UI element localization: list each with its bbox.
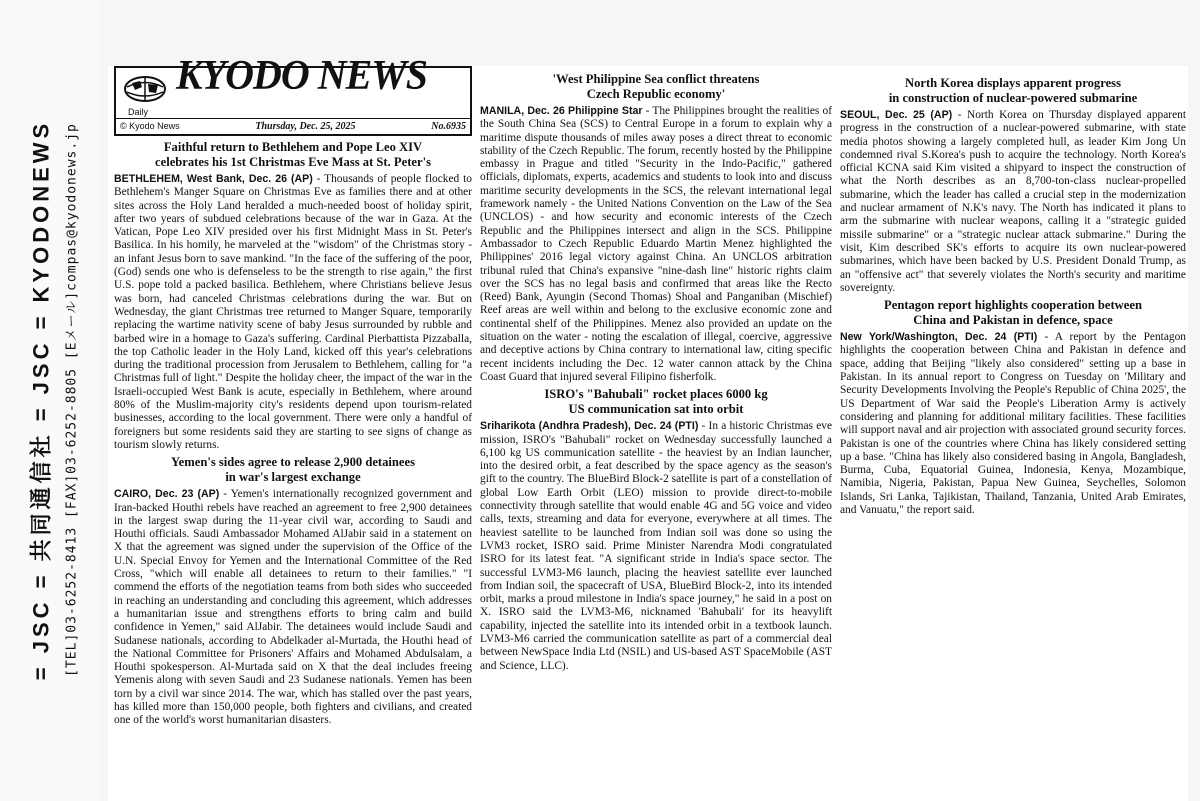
article-body: CAIRO, Dec. 23 (AP) - Yemen's internationally recognized government and Iran-backed Houthi rebels have reached an agreement to free 2,900 detainees in the largest swap during the 11-year civil war, according to Saudi and Houthi officials. Saudi Ambassador Mohamed AlJabir said in a statement on X that the agreement was signed under the supervision of the Office of the U.N. Special Envoy for Yemen and the International Committee of the Red Cross, "which will enable all detainees to return to their families." "I commend the efforts of the negotiation teams from both sides who succeeded in reaching an understanding and concluding this agreement, which addresses a humanitarian issue and strengthens efforts to bring calm and build confidence in Yemen," said AlJabir. The detainees would include Saudi and Sudanese nationals, according to Abdelkader al-Murtada, the Houthi head of the National Committee for Prisoners' Affairs and Mohamed Abdulsalam, a Houthi spokesperson. Al-Murtada said on X that the deal includes freeing Yemenis along with seven Saudi and 23 Sudanese nationals. Yemen has been torn by a civil war since 2014. The war, which has stalled over the past years, has killed more than 150,000 people, both fighters and civilians, and created one of the world's worst humanitarian disasters. — [114, 488, 472, 727]
daily-label: Daily — [128, 107, 149, 117]
fax-header-main: = JSC = 共同通信社 = JSC = KYODONEWS — [28, 119, 54, 681]
article-body: SEOUL, Dec. 25 (AP) - North Korea on Thursday displayed apparent progress in the construction of a nuclear-powered submarine, with state media photos showing a largely completed hull, as leader Kim Jong Un condemned rival S.Korea's push to acquire the technology. North Korea's official KCNA said Kim visited a shipyard to inspect the construction of what the North describes as an 8,700-ton-class nuclear-propelled submarine, which the leader has called a crucial step in the modernization and nuclear armament of N.K's navy. The North has indicated it plans to arm the submarine with nuclear weapons, calling it a "strategic guided missile submarine" or a "strategic nuclear attack submarine." During the visit, Kim described SK's efforts to acquire its own nuclear-powered submarines, which have been backed by U.S. President Donald Trump, as an "offensive act" that severely violates the North's security and maritime sovereignty. — [840, 109, 1187, 294]
newspaper-page — [108, 53, 1188, 801]
article-body: MANILA, Dec. 26 Philippine Star - The Philippines brought the realities of the South China Sea (SCS) to Central Europe in a forum to explain why a maritime dispute thousands of miles away poses a direct threat to economic stability of the Czech Republic. The forum, recently hosted by the Philippine embassy in Prague and titled "Security in the Indo-Pacific," gathered officials, diplomats, experts, academics and students to look into and discuss maritime security developments in the SCS, the relevant international legal framework namely - the United Nations Convention on the Law of the Sea (UNCLOS) - and how security and economic interests of the Czech Republic and the Philippines intersect and align in the SCS. Philippine Ambassador to Czech Republic Eduardo Martin Menez highlighted the Philippines' 2016 legal victory against China. An UNCLOS arbitration tribunal ruled that China's expansive "nine-dash line" historic rights claim over the SCS has no legal basis and confirmed that areas like the Recto (Reed) Bank, Ayungin (Second Thomas) Shoal and Panganiban (Mischief) Reef areas are well within and belong to the exclusive economic zone and continental shelf of the Philippines. Menez also provided an update on the situation on the water - noting the escalation of illegal, coercive, aggressive and deceptive actions by China contrary to international law, citing specific recent incidents including the Dec. 12 water cannon attack by the China Coast Guard that injured several Filipino fisherfolk. — [480, 105, 832, 383]
column-2 — [480, 70, 832, 676]
fax-margin — [0, 0, 100, 801]
copyright-notice: © Kyodo News — [120, 120, 180, 131]
globe-logo-icon — [122, 74, 168, 104]
article-headline: 'West Philippine Sea conflict threatens Czech Republic economy' — [552, 72, 760, 101]
article-headline: Faithful return to Bethlehem and Pope Leo XIV celebrates his 1st Christmas Eve Mass at St. Peter's — [155, 140, 431, 169]
article-dateline: SEOUL, Dec. 25 (AP) — [840, 109, 953, 121]
article-dateline: CAIRO, Dec. 23 (AP) — [114, 488, 220, 501]
article-body: BETHLEHEM, West Bank, Dec. 26 (AP) - Thousands of people flocked to Bethlehem's Manger Square on Christmas Eve as families there and at other sites across the Holy Land heralded a much-needed boost of holiday spirit, after two years of subdued celebrations because of the war in Gaza. At the Vatican, Pope Leo XIV presided over his first Midnight Mass in St. Peter's Basilica. In his homily, he marveled at the "wisdom" of the Christmas story - an infant Jesus born to save mankind. "In the face of the suffering of the poor, (God) sends one who is defenseless to be the strength to rise again," the first U.S. pope told a packed basilica. Bethlehem, where Christians believe Jesus was born, had canceled Christmas celebrations during the war. But on Wednesday, the giant Christmas tree returned to Manger Square, temporarily replacing the wartime nativity scene of baby Jesus surrounded by rubble and barbed wire in a homage to Gaza's suffering. Cardinal Pierbattista Pizzaballa, the top Catholic leader in the Holy Land, kicked off this year's celebrations during the traditional procession from Jerusalem to Bethlehem, calling for "a Christmas full of light." Despite the holiday cheer, the impact of the war in the Israeli-occupied West Bank is acute, especially in Bethlehem, where around 80% of the Muslim-majority city's residents depend upon tourism-related businesses, according to the local government. There were only a handful of foreigners but some residents said they are starting to see signs of change as tourism slowly returns. — [114, 173, 472, 451]
fax-header-contact: [TEL]03-6252-8413 [FAX]03-6252-8805 [Eメール]compas@kyodonews.jp — [64, 123, 80, 677]
article-headline: Yemen's sides agree to release 2,900 detainees in war's largest exchange — [170, 455, 415, 485]
article-dateline: Sriharikota (Andhra Pradesh), Dec. 24 (PTI) — [480, 420, 699, 433]
article-body: New York/Washington, Dec. 24 (PTI) - A report by the Pentagon highlights the cooperation between China and Pakistan in defence and space, adding that Beijing "likely also considered" setting up a base in Pakistan. In its annual report to Congress on Tuesday on 'Military and Security Developments Involving the People's Republic of China 2025', the US Department of War said the People's Liberation Army is actively considering and planning for additional military facilities. These facilities will support naval and air projection with associated ground security forces. Pakistan is one of the countries where China has likely considered setting up a base. "China has likely also considered basing in Angola, Bangladesh, Burma, Cuba, Equatorial Guinea, Indonesia, Kenya, Mozambique, Namibia, Nigeria, Pakistan, Papua New Guinea, Seychelles, Solomon Islands, Sri Lanka, Tajikistan, Thailand, Tanzania, United Arab Emirates, and Vanuatu," the report said. — [840, 331, 1186, 517]
article-dateline: MANILA, Dec. 26 Philippine Star — [480, 105, 643, 117]
masthead-dateline — [116, 118, 470, 134]
column-3 — [840, 74, 1186, 520]
article-headline: North Korea displays apparent progress in construction of nuclear-powered submarine — [888, 76, 1138, 105]
column-1 — [114, 53, 472, 731]
article-headline: Pentagon report highlights cooperation between China and Pakistan in defence, space — [884, 298, 1142, 328]
article-body: Sriharikota (Andhra Pradesh), Dec. 24 (PTI) - In a historic Christmas eve mission, ISRO's "Bahubali" rocket on Wednesday successfully launched a 6,100 kg US communication satellite - the heaviest by an Indian launcher, into the desired orbit, a feat described by the space agency as the season's gift to the country. The BlueBird Block-2 satellite is part of a constellation of global Low Earth Orbit (LEO) mission to provide direct-to-mobile connectivity through satellite that would enable 4G and 5G voice and video calls, texts, streaming and data for everyone, everywhere at all times. The heaviest satellite to be launched from Indian soil was done so using the LVM3 rocket, ISRO said. Prime Minister Narendra Modi congratulated ISRO for its latest feat. "A significant stride in India's space sector. The successful LVM3-M6 launch, placing the heaviest satellite ever launched from Indian soil, the spacecraft of USA, BlueBird Block-2, into its intended orbit, marks a proud milestone in India's space journey," he said in a post on X. ISRO said the LVM3-M6, nicknamed 'Bahubali' for its heavylift capability, injected the satellite into its intended orbit in a textbook launch. LVM3-M6 carried the communication satellite as part of a commercial deal between NewSpace India Ltd (NSIL) and US-based AST SpaceMobile (AST and Science, LLC). — [480, 420, 832, 672]
issue-number: No.6935 — [431, 120, 466, 132]
masthead-title: KYODO NEWS — [176, 53, 428, 99]
article-dateline: BETHLEHEM, West Bank, Dec. 26 (AP) — [114, 173, 313, 185]
article-headline: ISRO's "Bahubali" rocket places 6000 kg US communication sat into orbit — [544, 387, 768, 417]
issue-date: Thursday, Dec. 25, 2025 — [255, 120, 356, 132]
article-dateline: New York/Washington, Dec. 24 (PTI) — [840, 331, 1038, 344]
masthead — [114, 53, 472, 136]
